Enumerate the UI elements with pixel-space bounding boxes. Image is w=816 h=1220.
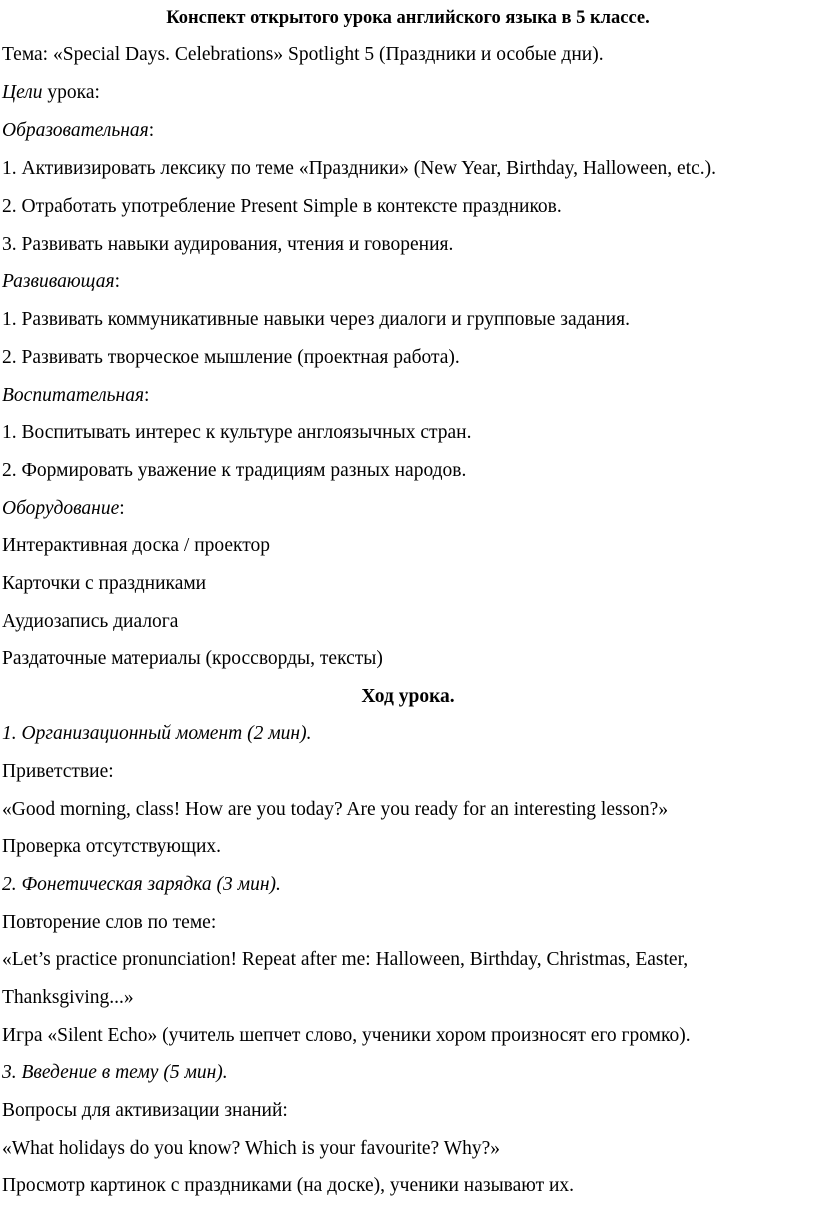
document-title: Конспект открытого урока английского языка в 5 классе. (166, 8, 650, 28)
stage-heading: 1. Организационный момент (2 мин). (2, 723, 312, 744)
educational-item: 3. Развивать навыки аудирования, чтения и говорения. (2, 234, 454, 255)
equipment-item: Интерактивная доска / проектор (2, 535, 271, 556)
educational-item: 1. Активизировать лексику по теме «Праздники» (New Year, Birthday, Halloween, etc.). (2, 158, 717, 179)
stage-line: Повторение слов по теме: (2, 912, 217, 933)
stage-line: Просмотр картинок с праздниками (на доске), ученики называют их. (2, 1175, 575, 1196)
stage-line: Проверка отсутствующих. (2, 836, 222, 857)
colon: : (114, 271, 121, 292)
developing-item: 2. Развивать творческое мышление (проектная работа). (2, 347, 460, 368)
stage-line: Thanksgiving...» (2, 987, 134, 1008)
stage-heading: 3. Введение в тему (5 мин). (2, 1062, 228, 1083)
developing-heading (2, 269, 814, 295)
upbringing-label: Воспитательная (2, 385, 145, 406)
upbringing-item: 2. Формировать уважение к традициям разных народов. (2, 460, 467, 481)
equipment-heading (2, 496, 814, 522)
stage-line: Приветствие: (2, 761, 114, 782)
lesson-topic: Тема: «Special Days. Celebrations» Spotlight 5 (Праздники и особые дни). (2, 44, 604, 65)
stage-line: «Let’s practice pronunciation! Repeat after me: Halloween, Birthday, Christmas, Easter, (2, 949, 689, 970)
upbringing-heading (2, 383, 814, 409)
equipment-label: Оборудование (2, 498, 120, 519)
upbringing-item: 1. Воспитывать интерес к культуре англоязычных стран. (2, 422, 472, 443)
educational-heading (2, 118, 814, 144)
developing-label: Развивающая (2, 271, 115, 292)
stage-line: Вопросы для активизации знаний: (2, 1100, 288, 1121)
educational-item: 2. Отработать употребление Present Simple в контексте праздников. (2, 196, 562, 217)
colon: : (119, 498, 125, 519)
colon: : (144, 385, 150, 406)
lesson-progress-heading: Ход урока. (361, 686, 455, 707)
equipment-item: Аудиозапись диалога (2, 611, 179, 632)
stage-line: Игра «Silent Echo» (учитель шепчет слово, ученики хором произносят его громко). (2, 1025, 691, 1046)
educational-label: Образовательная (2, 120, 149, 141)
goals-heading (2, 80, 814, 106)
stage-line: «Good morning, class! How are you today? Are you ready for an interesting lesson?» (2, 799, 669, 820)
developing-item: 1. Развивать коммуникативные навыки через диалоги и групповые задания. (2, 309, 630, 330)
equipment-item: Раздаточные материалы (кроссворды, тексты) (2, 648, 383, 669)
stage-line: «What holidays do you know? Which is your favourite? Why?» (2, 1138, 501, 1159)
stage-heading: 2. Фонетическая зарядка (3 мин). (2, 874, 281, 895)
goals-label: Цели (2, 82, 43, 103)
equipment-item: Карточки с праздниками (2, 573, 207, 594)
goals-label-rest: урока: (42, 82, 100, 103)
colon: : (148, 120, 155, 141)
